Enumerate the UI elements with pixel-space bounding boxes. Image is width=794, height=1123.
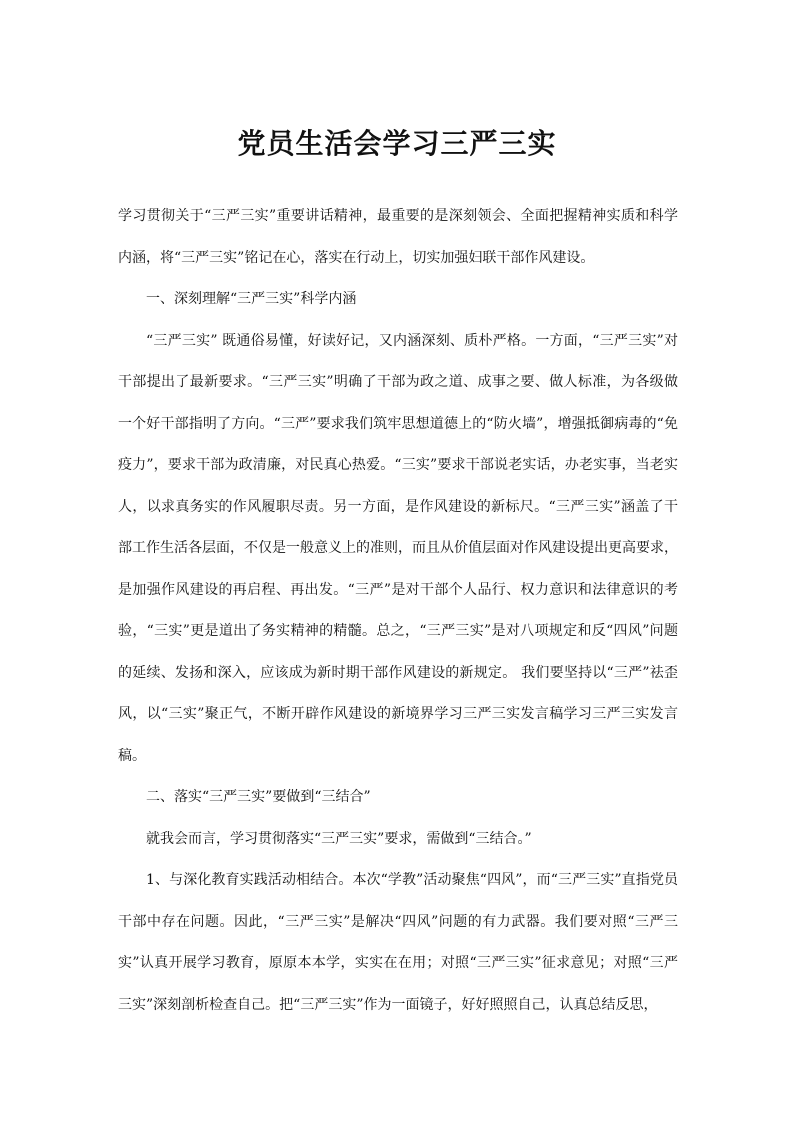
paragraph-section-1: “三严三实” 既通俗易懂，好读好记，又内涵深刻、质朴严格。一方面，“三严三实”对干部提出了最新要求。“三严三实”明确了干部为政之道、成事之要、做人标准，为各级做一个好干部指明了方向。“三严”要求我们筑牢思想道德上的“防火墙”，增强抵御病毒的“免疫力”，要求干部为政清廉，对民真心热爱。“三实”要求干部说老实话，办老实事，当老实人，以求真务实的作风履职尽责。另一方面，是作风建设的新标尺。“三严三实”涵盖了干部工作生活各层面，不仅是一般意义上的准则，而且从价值层面对作风建设提出更高要求，是加强作风建设的再启程、再出发。“三严”是对干部个人品行、权力意识和法律意识的考验，“三实”更是道出了务实精神的精髓。总之，“三严三实”是对八项规定和反“四风”问题的延续、发扬和深入，应该成为新时期干部作风建设的新规定。 我们要坚持以“三严”祛歪风，以“三实”聚正气，不断开辟作风建设的新境界学习三严三实发言稿学习三严三实发言稿。 xyxy=(118,332,678,764)
paragraph-three-combinations: 就我会而言，学习贯彻落实“三严三实”要求，需做到“三结合。” xyxy=(146,830,532,847)
paragraph-intro: 学习贯彻关于“三严三实”重要讲话精神，最重要的是深刻领会、全面把握精神实质和科学内涵，将“三严三实”铭记在心，落实在行动上，切实加强妇联干部作风建设。 xyxy=(118,208,678,266)
paragraph-item-1: 1、与深化教育实践活动相结合。本次“学教”活动聚焦“四风”，而“三严三实”直指党员干部中存在问题。因此，“三严三实”是解决“四风”问题的有力武器。我们要对照“三严三实”认真开展学习教育，原原本本学，实实在在用；对照“三严三实”征求意见；对照“三严三实”深刻剖析检查自己。把“三严三实”作为一面镜子，好好照照自己，认真总结反思， xyxy=(118,872,678,1013)
section-heading-1: 一、深刻理解“三严三实”科学内涵 xyxy=(146,291,357,307)
document-title: 党员生活会学习三严三实 xyxy=(237,127,557,160)
section-heading-2: 二、落实“三严三实”要做到“三结合” xyxy=(146,789,371,805)
document-body xyxy=(118,196,678,1026)
